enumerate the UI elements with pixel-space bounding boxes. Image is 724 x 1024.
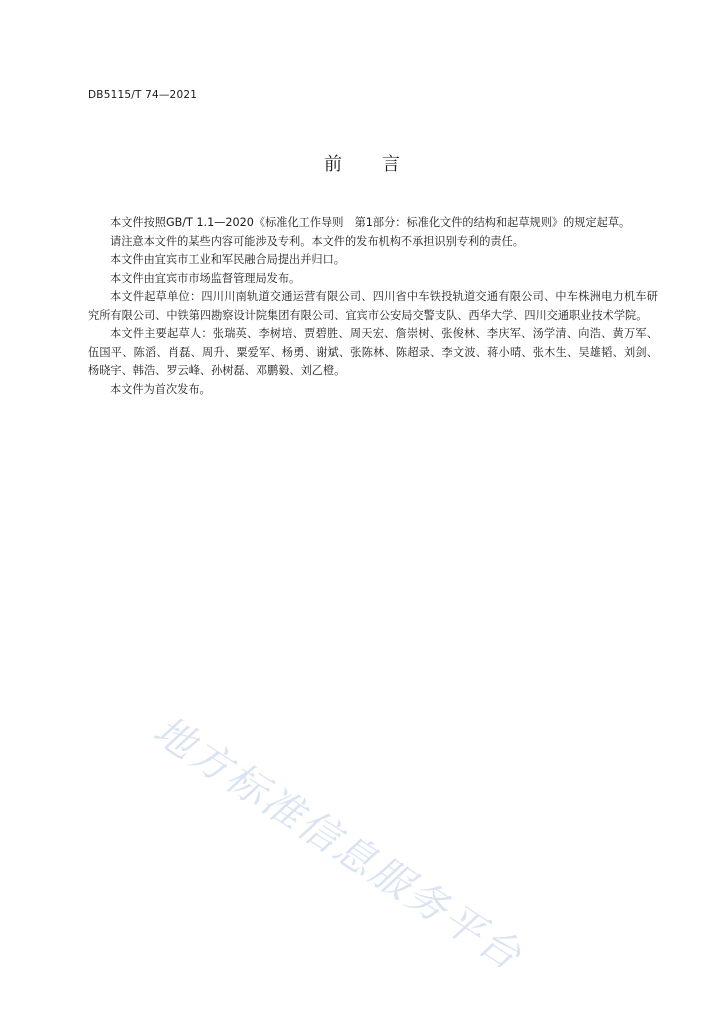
foreword-body [88, 214, 658, 399]
standard-code: DB5115/T 74—2021 [88, 89, 198, 101]
paragraph-drafting-units: 本文件起草单位：四川川南轨道交通运营有限公司、四川省中车铁投轨道交通有限公司、中车株洲电力机车研究所有限公司、中铁第四勘察设计院集团有限公司、宜宾市公安局交警支队、西华大学、四川交通职业技术学院。 [88, 290, 658, 322]
watermark: 地方标准信息服务平台 [145, 707, 531, 981]
page-title [0, 150, 724, 176]
paragraph-publisher: 本文件由宜宾市市场监督管理局发布。 [110, 271, 301, 285]
paragraph-drafting-rules: 本文件按照GB/T 1.1—2020《标准化工作导则 第1部分：标准化文件的结构和起草规则》的规定起草。 [110, 216, 631, 229]
paragraph-first-release: 本文件为首次发布。 [110, 382, 211, 396]
title-char-1: 前 [324, 154, 342, 175]
paragraph-proposer: 本文件由宜宾市工业和军民融合局提出并归口。 [110, 253, 345, 266]
title-char-2: 言 [382, 154, 400, 175]
paragraph-patent-notice: 请注意本文件的某些内容可能涉及专利。本文件的发布机构不承担识别专利的责任。 [110, 234, 524, 248]
paragraph-drafters: 本文件主要起草人：张瑞英、李树培、贾碧胜、周天宏、詹崇树、张俊林、李庆军、汤学清、向浩、黄万军、伍国平、陈滔、肖磊、周升、粟爱军、杨勇、谢斌、张陈林、陈超录、李文波、蒋小晴、张木生、吴雄韬、刘剑、杨晓宇、韩浩、罗云峰、孙树磊、邓鹏毅、刘乙橙。 [88, 327, 658, 377]
